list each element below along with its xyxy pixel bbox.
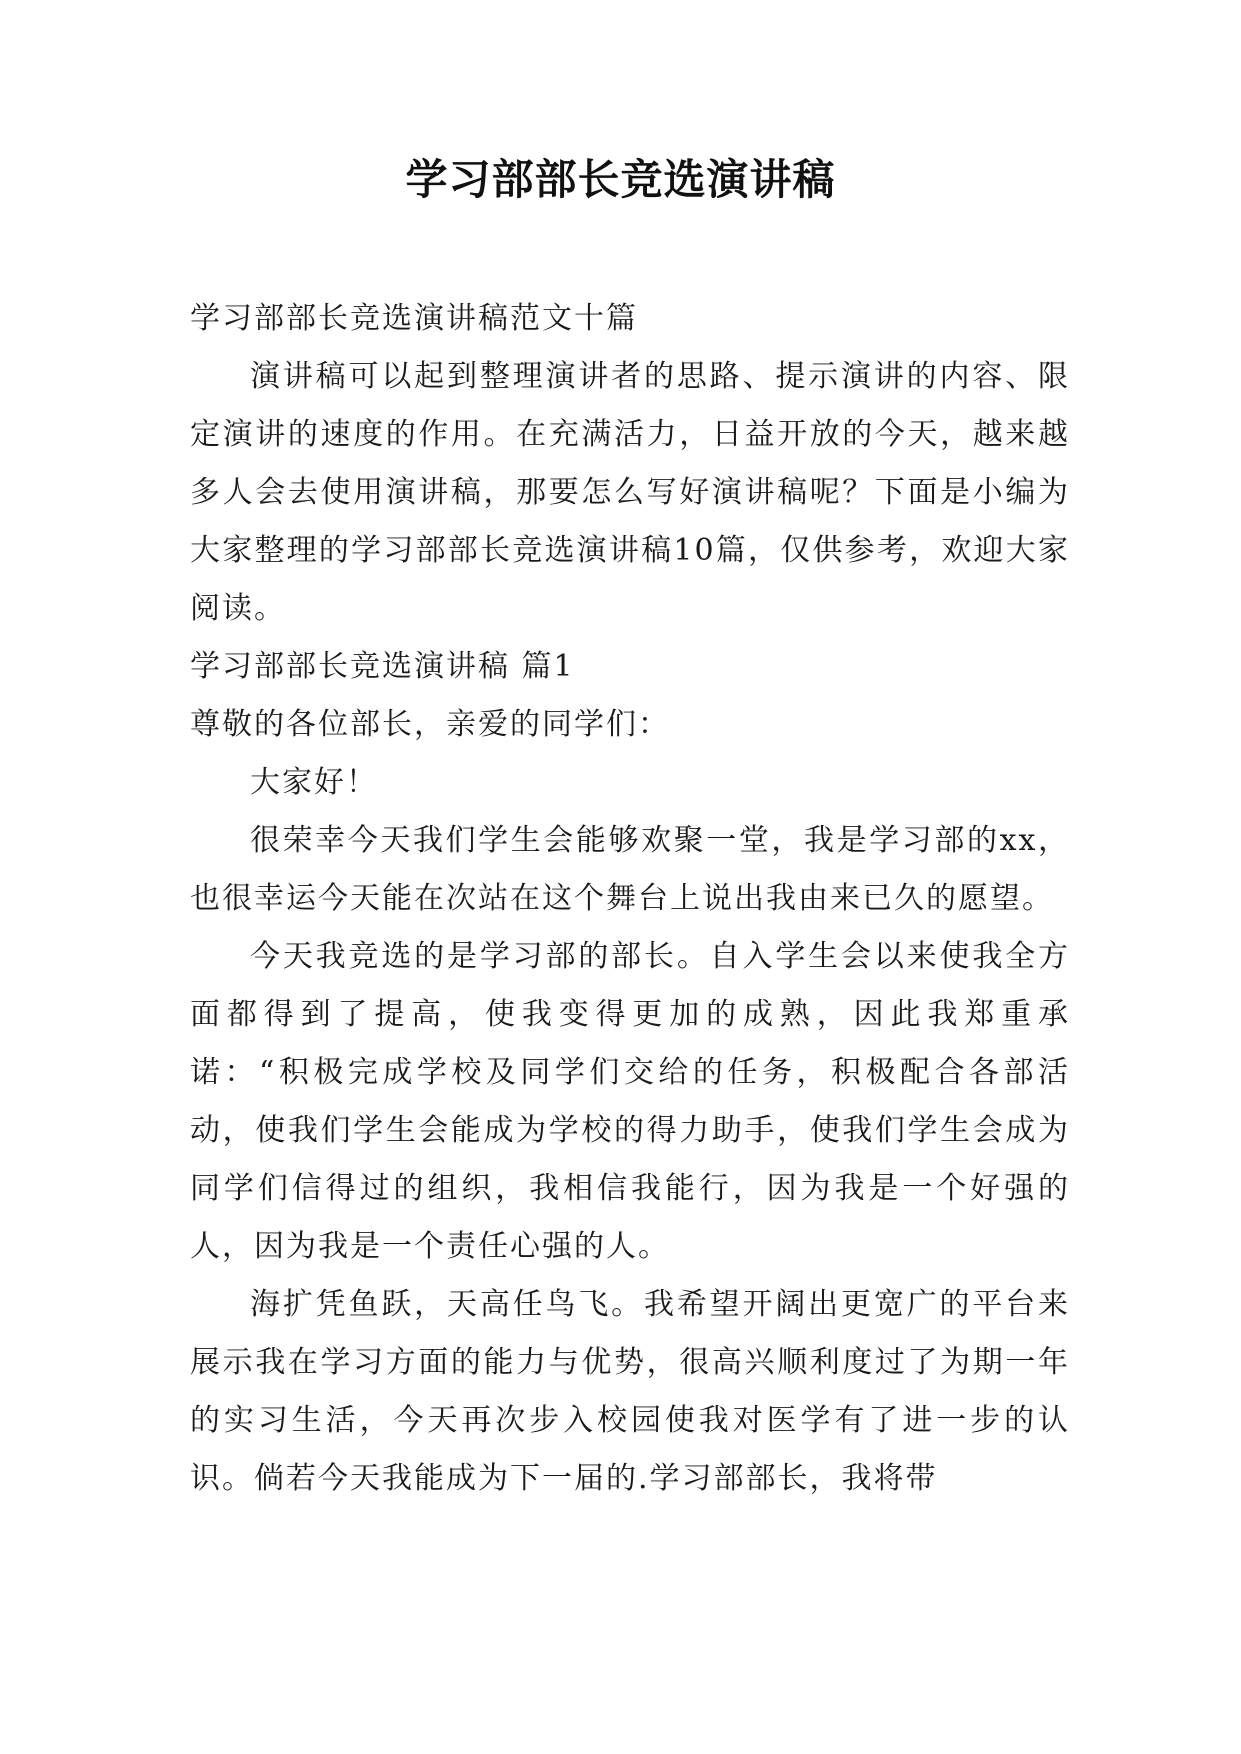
greeting: 大家好！ [250, 765, 378, 800]
document-body [190, 290, 1070, 1508]
document-title: 学习部部长竞选演讲稿 [405, 155, 836, 204]
section-heading: 学习部部长竞选演讲稿 篇1 [190, 649, 575, 684]
body-paragraph: 今天我竞选的是学习部的部长。自入学生会以来使我全方面都得到了提高，使我变得更加的成熟，因此我郑重承诺：“积极完成学校及同学们交给的任务，积极配合各部活动，使我们学生会能成为学校的得力助手，使我们学生会成为同学们信得过的组织，我相信我能行，因为我是一个好强的人，因为我是一个责任心强的人。 [190, 939, 1070, 1264]
intro-paragraph: 演讲稿可以起到整理演讲者的思路、提示演讲的内容、限定演讲的速度的作用。在充满活力，日益开放的今天，越来越多人会去使用演讲稿，那要怎么写好演讲稿呢？下面是小编为大家整理的学习部部长竞选演讲稿10篇，仅供参考，欢迎大家阅读。 [190, 359, 1070, 626]
body-paragraph: 海扩凭鱼跃，天高任鸟飞。我希望开阔出更宽广的平台来展示我在学习方面的能力与优势，很高兴顺利度过了为期一年的实习生活，今天再次步入校园使我对医学有了进一步的认识。倘若今天我能成为下一届的.学习部部长，我将带 [190, 1287, 1070, 1496]
body-paragraph: 很荣幸今天我们学生会能够欢聚一堂，我是学习部的xx，也很幸运今天能在次站在这个舞台上说出我由来已久的愿望。 [190, 823, 1070, 916]
subtitle-line: 学习部部长竞选演讲稿范文十篇 [190, 301, 638, 336]
salutation: 尊敬的各位部长，亲爱的同学们： [190, 707, 670, 742]
